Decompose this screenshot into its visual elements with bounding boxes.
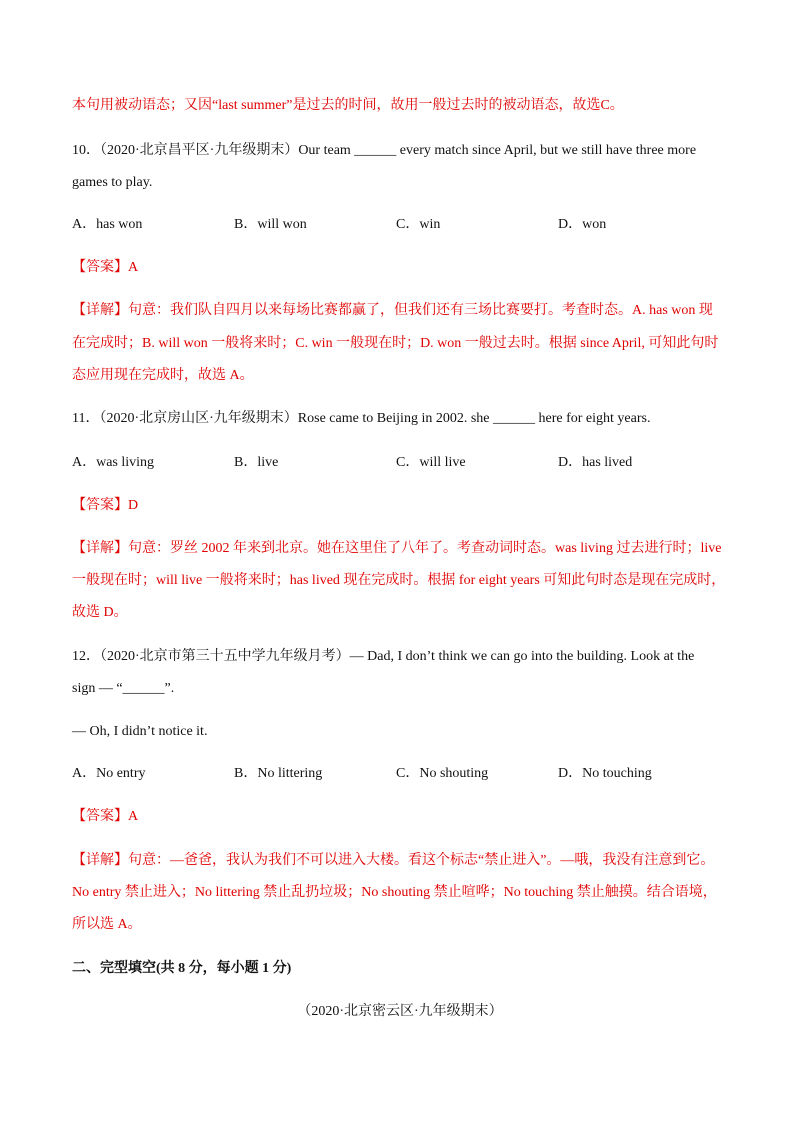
detail-line: 【详解】句意：—爸爸，我认为我们不可以进入大楼。看这个标志“禁止进入”。—哦，我没有注意到它。 [72, 853, 715, 868]
option-a: A．No entry [72, 766, 146, 781]
detail-line: 故选 D。 [72, 605, 128, 620]
detail-line: 一般现在时；will live 一般将来时；has lived 现在完成时。根据 for eight years 可知此句时态是现在完成时， [72, 573, 726, 588]
intro-explanation: 本句用被动语态；又因“last summer”是过去的时间，故用一般过去时的被动语态，故选C。 [72, 98, 624, 113]
detail-line: No entry 禁止进入；No littering 禁止乱扔垃圾；No shouting 禁止喧哗；No touching 禁止触摸。结合语境， [72, 885, 717, 900]
option-b: B．live [234, 455, 279, 470]
detail-line: 所以选 A。 [72, 917, 142, 932]
option-d: D．No touching [558, 766, 652, 781]
answer: 【答案】D [72, 498, 139, 513]
detail-line: 在完成时；B. will won 一般将来时；C. win 一般现在时；D. won 一般过去时。根据 since April, 可知此句时 [72, 336, 719, 351]
detail-line: 态应用现在完成时，故选 A。 [72, 368, 254, 383]
option-c: C．win [396, 217, 441, 232]
answer: 【答案】A [72, 809, 139, 824]
option-c: C．No shouting [396, 766, 489, 781]
question-text: 11．（2020·北京房山区·九年级期末）Rose came to Beijing in 2002. she ______ here for eight years. [72, 411, 651, 426]
question-text-cont: games to play. [72, 175, 153, 190]
option-d: D．has lived [558, 455, 633, 470]
detail-line: 【详解】句意：罗丝 2002 年来到北京。她在这里住了八年了。考查动词时态。was living 过去进行时；live [72, 541, 722, 556]
question-reply: — Oh, I didn’t notice it. [72, 724, 208, 739]
option-b: B．No littering [234, 766, 323, 781]
option-a: A．was living [72, 455, 155, 470]
question-text: 12．（2020·北京市第三十五中学九年级月考）— Dad, I don’t think we can go into the building. Look at the [72, 649, 695, 664]
detail-line: 【详解】句意：我们队自四月以来每场比赛都赢了，但我们还有三场比赛要打。考查时态。A. has won 现 [72, 303, 713, 318]
option-a: A．has won [72, 217, 143, 232]
section-heading: 二、完型填空(共 8 分，每小题 1 分) [72, 961, 292, 976]
question-text: 10．（2020·北京昌平区·九年级期末）Our team ______ every match since April, but we still have three more [72, 143, 697, 158]
option-b: B．will won [234, 217, 307, 232]
question-text-cont: sign — “______”. [72, 681, 175, 696]
section-source: （2020·北京密云区·九年级期末） [297, 1004, 503, 1019]
option-d: D．won [558, 217, 607, 232]
answer: 【答案】A [72, 260, 139, 275]
option-c: C．will live [396, 455, 466, 470]
